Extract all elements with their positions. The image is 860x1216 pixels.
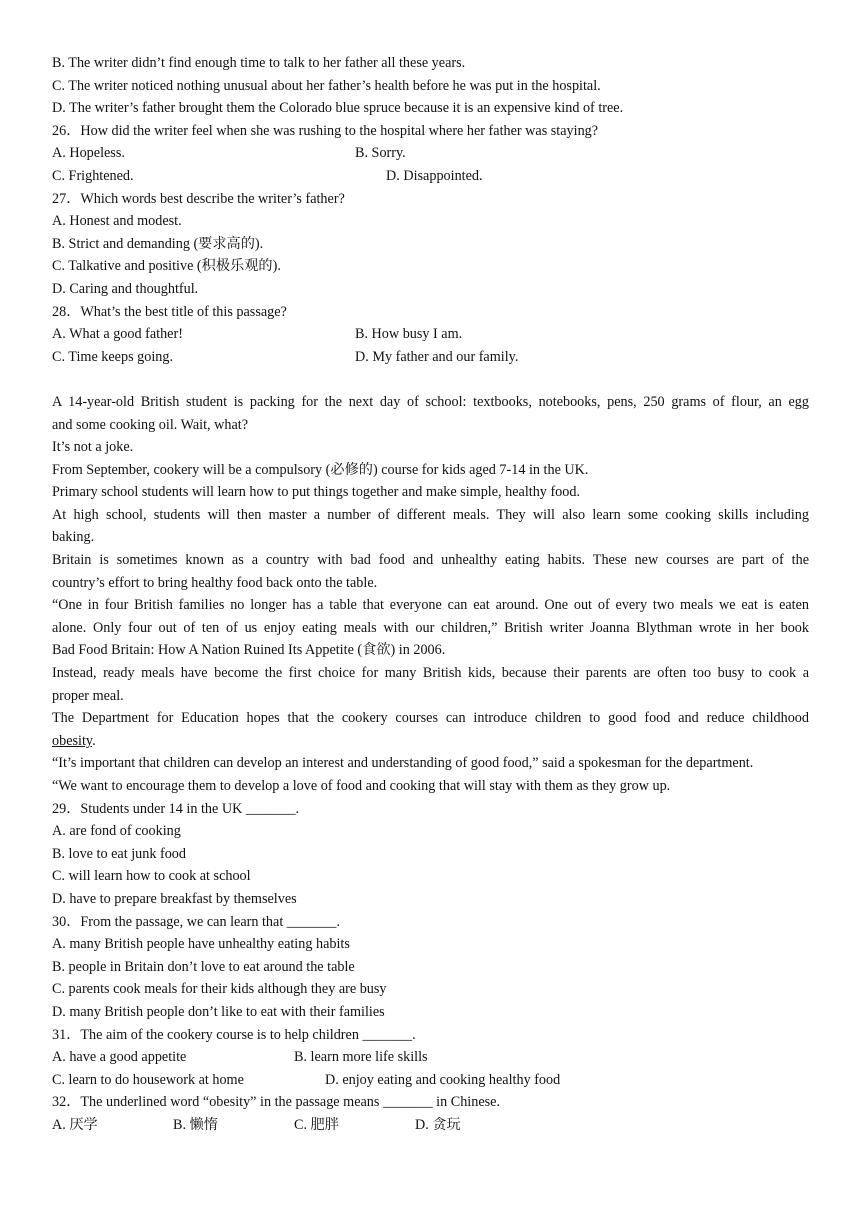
passage-p2: It’s not a joke. — [52, 439, 134, 456]
option-32-a: A. 厌学 — [52, 1116, 98, 1133]
passage-p4: Primary school students will learn how to put things together and make simple, healthy food. — [52, 484, 580, 501]
passage-p7-line-3: Bad Food Britain: How A Nation Ruined Its Appetite (食欲) in 2006. — [52, 642, 446, 659]
exam-page — [52, 52, 809, 1137]
option-26-b: B. Sorry. — [355, 145, 406, 162]
question-28 — [52, 301, 809, 369]
passage-p6-line-2: country’s effort to bring healthy food back onto the table. — [52, 574, 378, 591]
passage-p8-line-2: proper meal. — [52, 687, 124, 704]
passage-p1-line-1: A 14-year-old British student is packing for the next day of school: textbooks, notebooks, pens, 250 grams of flour, an egg — [52, 393, 809, 410]
question-31 — [52, 1024, 809, 1092]
passage-p1-line-2: and some cooking oil. Wait, what? — [52, 416, 248, 433]
option-31-b: B. learn more life skills — [294, 1049, 428, 1066]
question-32-options-row — [52, 1114, 809, 1137]
option-25-d: D. The writer’s father brought them the Colorado blue spruce because it is an expensive kind of tree. — [52, 100, 624, 117]
option-30-d: D. many British people don’t like to eat with their families — [52, 1003, 385, 1020]
passage-p10: “It’s important that children can develop an interest and understanding of good food,” said a spokesman for the department. — [52, 755, 754, 772]
question-31-options-row-2 — [52, 1069, 809, 1092]
question-26-options-row-1 — [52, 142, 809, 165]
passage-p7-line-1: “One in four British families no longer has a table that everyone can eat around. One out of every two meals we eat is eaten — [52, 597, 809, 614]
option-26-d: D. Disappointed. — [386, 167, 483, 184]
option-25-b: B. The writer didn’t find enough time to talk to her father all these years. — [52, 55, 466, 71]
passage-p9-period: . — [92, 732, 96, 749]
question-28-options-row-1 — [52, 323, 809, 346]
option-28-b: B. How busy I am. — [355, 326, 463, 343]
option-32-b: B. 懒惰 — [173, 1116, 218, 1133]
option-27-d: D. Caring and thoughtful. — [52, 280, 199, 297]
passage-p6-line-1: Britain is sometimes known as a country with bad food and unhealthy eating habits. These new courses are part of the — [52, 552, 809, 569]
passage-p8-line-1: Instead, ready meals have become the first choice for many British kids, because their parents are often too busy to cook a — [52, 665, 809, 682]
question-32-stem: 32．The underlined word “obesity” in the passage means _______ in Chinese. — [52, 1094, 500, 1111]
option-27-a: A. Honest and modest. — [52, 213, 182, 230]
underlined-word-obesity: obesity — [52, 732, 93, 749]
option-26-c: C. Frightened. — [52, 167, 134, 184]
question-27 — [52, 188, 809, 301]
question-32 — [52, 1091, 809, 1136]
option-28-a: A. What a good father! — [52, 326, 183, 343]
option-31-d: D. enjoy eating and cooking healthy food — [325, 1071, 561, 1088]
question-25-options — [52, 52, 809, 120]
passage-p5-line-1: At high school, students will then master a number of different meals. They will also learn some cooking skills including — [52, 506, 809, 523]
question-28-options-row-2 — [52, 346, 809, 369]
question-26-stem: 26．How did the writer feel when she was rushing to the hospital where her father was staying? — [52, 122, 599, 139]
question-29 — [52, 798, 809, 911]
option-31-a: A. have a good appetite — [52, 1049, 187, 1066]
passage-p7-line-2: alone. Only four out of ten of us enjoy eating meals with our children,” British writer Joanna Blythman wrote in her book — [52, 619, 809, 636]
question-31-stem: 31．The aim of the cookery course is to help children _______. — [52, 1026, 416, 1043]
option-25-c: C. The writer noticed nothing unusual about her father’s health before he was put in the hospital. — [52, 77, 601, 94]
question-28-stem: 28．What’s the best title of this passage? — [52, 303, 287, 320]
question-26 — [52, 120, 809, 188]
option-29-d: D. have to prepare breakfast by themselves — [52, 890, 297, 907]
question-31-options-row-1 — [52, 1046, 809, 1069]
option-30-a: A. many British people have unhealthy eating habits — [52, 936, 350, 953]
passage-p9-line-1: The Department for Education hopes that the cookery courses can introduce children to good food and reduce childhood — [52, 710, 809, 727]
passage-p3: From September, cookery will be a compulsory (必修的) course for kids aged 7-14 in the UK. — [52, 461, 589, 478]
passage-p11: “We want to encourage them to develop a love of food and cooking that will stay with them as they grow up. — [52, 778, 671, 794]
option-30-b: B. people in Britain don’t love to eat around the table — [52, 958, 355, 975]
option-27-c: C. Talkative and positive (积极乐观的). — [52, 258, 281, 275]
option-32-d: D. 贪玩 — [415, 1116, 461, 1133]
question-26-options-row-2 — [52, 165, 809, 188]
passage-p9-line-2 — [52, 730, 809, 753]
question-30 — [52, 911, 809, 1024]
question-29-stem: 29．Students under 14 in the UK _______. — [52, 800, 300, 817]
option-32-c: C. 肥胖 — [294, 1116, 339, 1133]
option-29-a: A. are fond of cooking — [52, 823, 181, 840]
option-27-b: B. Strict and demanding (要求高的). — [52, 235, 264, 252]
passage-p5-line-2: baking. — [52, 529, 95, 546]
option-28-c: C. Time keeps going. — [52, 348, 174, 365]
option-26-a: A. Hopeless. — [52, 145, 125, 162]
option-28-d: D. My father and our family. — [355, 348, 519, 365]
option-29-b: B. love to eat junk food — [52, 845, 186, 862]
question-30-stem: 30．From the passage, we can learn that _______. — [52, 913, 341, 930]
option-30-c: C. parents cook meals for their kids although they are busy — [52, 981, 387, 998]
section-spacer — [52, 368, 809, 391]
question-27-stem: 27．Which words best describe the writer’s father? — [52, 190, 345, 207]
reading-passage — [52, 391, 809, 798]
option-29-c: C. will learn how to cook at school — [52, 868, 251, 885]
option-31-c: C. learn to do housework at home — [52, 1071, 244, 1088]
